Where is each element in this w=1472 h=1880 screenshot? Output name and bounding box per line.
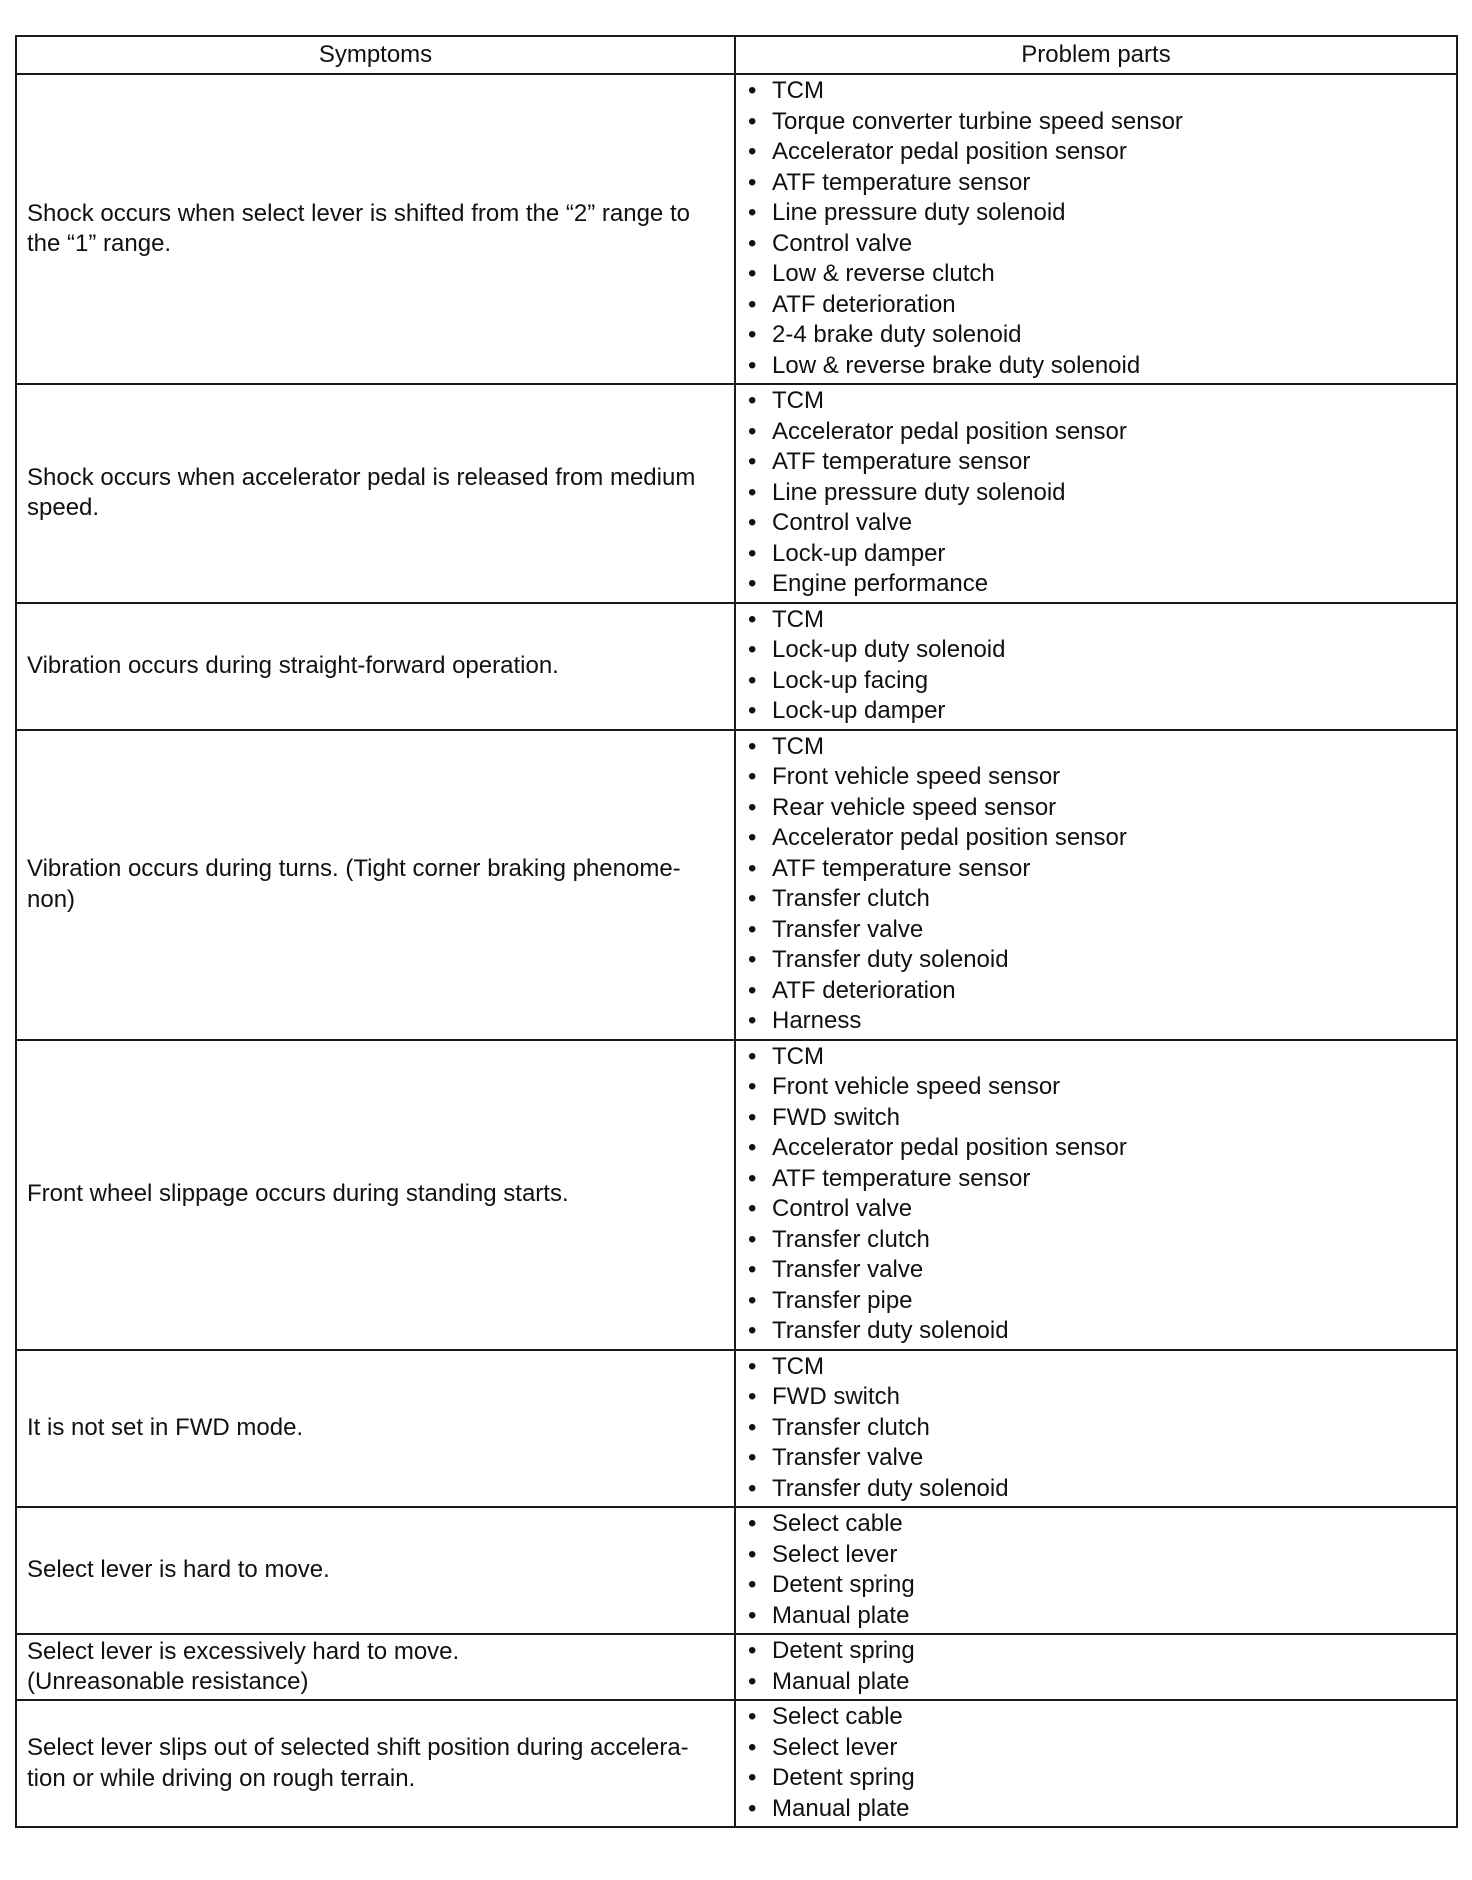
list-item: • Transfer valve (746, 915, 1448, 946)
list-item: • Line pressure duty solenoid (746, 198, 1448, 229)
problem-parts-list (746, 76, 1448, 381)
list-item: • FWD switch (746, 1382, 1448, 1413)
symptom-cell: Shock occurs when accelerator pedal is released from medium speed. (16, 384, 735, 603)
list-item: • Manual plate (746, 1601, 1448, 1632)
table-row (16, 1700, 1457, 1827)
list-item: • Line pressure duty solenoid (746, 478, 1448, 509)
list-item: • Transfer duty solenoid (746, 1474, 1448, 1505)
list-item: • ATF temperature sensor (746, 854, 1448, 885)
symptom-line: Select lever is excessively hard to move. (27, 1637, 460, 1665)
table-row (16, 1634, 1457, 1700)
symptom-cell: Vibration occurs during turns. (Tight corner braking phenome-non) (16, 730, 735, 1040)
list-item: • TCM (746, 1352, 1448, 1383)
list-item: • ATF temperature sensor (746, 1164, 1448, 1195)
list-item: • Front vehicle speed sensor (746, 762, 1448, 793)
symptom-cell: Vibration occurs during straight-forward operation. (16, 603, 735, 730)
problem-parts-cell (735, 730, 1457, 1040)
problem-parts-cell (735, 1350, 1457, 1508)
list-item: • Torque converter turbine speed sensor (746, 107, 1448, 138)
list-item: • TCM (746, 76, 1448, 107)
problem-parts-cell (735, 1507, 1457, 1634)
symptoms-problem-parts-table (15, 35, 1458, 1828)
list-item: • Transfer duty solenoid (746, 1316, 1448, 1347)
problem-parts-list (746, 1702, 1448, 1824)
table-row (16, 1350, 1457, 1508)
list-item: • 2-4 brake duty solenoid (746, 320, 1448, 351)
header-problem-parts: Problem parts (735, 36, 1457, 74)
list-item: • Select cable (746, 1509, 1448, 1540)
list-item: • Detent spring (746, 1763, 1448, 1794)
list-item: • Transfer clutch (746, 1225, 1448, 1256)
table-header-row (16, 36, 1457, 74)
problem-parts-list (746, 605, 1448, 727)
list-item: • Manual plate (746, 1667, 1448, 1698)
list-item: • Low & reverse clutch (746, 259, 1448, 290)
list-item: • Transfer valve (746, 1255, 1448, 1286)
problem-parts-cell (735, 1634, 1457, 1700)
list-item: • Lock-up damper (746, 539, 1448, 570)
list-item: • ATF deterioration (746, 976, 1448, 1007)
list-item: • TCM (746, 386, 1448, 417)
list-item: • Detent spring (746, 1570, 1448, 1601)
problem-parts-list (746, 732, 1448, 1037)
list-item: • Control valve (746, 229, 1448, 260)
list-item: • Transfer valve (746, 1443, 1448, 1474)
list-item: • Rear vehicle speed sensor (746, 793, 1448, 824)
symptom-cell: Shock occurs when select lever is shifted from the “2” range to the “1” range. (16, 74, 735, 384)
header-symptoms: Symptoms (16, 36, 735, 74)
table-row (16, 74, 1457, 384)
problem-parts-list (746, 1509, 1448, 1631)
list-item: • Lock-up duty solenoid (746, 635, 1448, 666)
problem-parts-list (746, 1042, 1448, 1347)
list-item: • Transfer duty solenoid (746, 945, 1448, 976)
list-item: • Transfer clutch (746, 884, 1448, 915)
list-item: • Transfer pipe (746, 1286, 1448, 1317)
list-item: • Lock-up facing (746, 666, 1448, 697)
symptom-cell: It is not set in FWD mode. (16, 1350, 735, 1508)
list-item: • ATF temperature sensor (746, 447, 1448, 478)
list-item: • Front vehicle speed sensor (746, 1072, 1448, 1103)
list-item: • Engine performance (746, 569, 1448, 600)
list-item: • TCM (746, 732, 1448, 763)
list-item: • ATF deterioration (746, 290, 1448, 321)
list-item: • TCM (746, 605, 1448, 636)
symptom-cell: Select lever slips out of selected shift position during accelera-tion or while driving on rough terrain. (16, 1700, 735, 1827)
problem-parts-cell (735, 603, 1457, 730)
list-item: • Accelerator pedal position sensor (746, 417, 1448, 448)
symptom-cell: Front wheel slippage occurs during standing starts. (16, 1040, 735, 1350)
table-body (16, 74, 1457, 1827)
problem-parts-cell (735, 384, 1457, 603)
table-row (16, 1507, 1457, 1634)
list-item: • Detent spring (746, 1636, 1448, 1667)
list-item: • FWD switch (746, 1103, 1448, 1134)
list-item: • Harness (746, 1006, 1448, 1037)
symptom-line: (Unreasonable resistance) (27, 1668, 309, 1695)
table-row (16, 730, 1457, 1040)
list-item: • Accelerator pedal position sensor (746, 1133, 1448, 1164)
problem-parts-list (746, 1636, 1448, 1697)
problem-parts-cell (735, 1700, 1457, 1827)
list-item: • Accelerator pedal position sensor (746, 137, 1448, 168)
list-item: • Manual plate (746, 1794, 1448, 1825)
problem-parts-cell (735, 1040, 1457, 1350)
symptom-cell (16, 1634, 735, 1700)
list-item: • ATF temperature sensor (746, 168, 1448, 199)
list-item: • Accelerator pedal position sensor (746, 823, 1448, 854)
table-row (16, 603, 1457, 730)
list-item: • Low & reverse brake duty solenoid (746, 351, 1448, 382)
problem-parts-cell (735, 74, 1457, 384)
symptom-cell: Select lever is hard to move. (16, 1507, 735, 1634)
list-item: • Transfer clutch (746, 1413, 1448, 1444)
problem-parts-list (746, 386, 1448, 600)
table-row (16, 384, 1457, 603)
list-item: • Select lever (746, 1733, 1448, 1764)
list-item: • TCM (746, 1042, 1448, 1073)
list-item: • Lock-up damper (746, 696, 1448, 727)
list-item: • Control valve (746, 1194, 1448, 1225)
list-item: • Control valve (746, 508, 1448, 539)
table-row (16, 1040, 1457, 1350)
problem-parts-list (746, 1352, 1448, 1505)
list-item: • Select cable (746, 1702, 1448, 1733)
list-item: • Select lever (746, 1540, 1448, 1571)
